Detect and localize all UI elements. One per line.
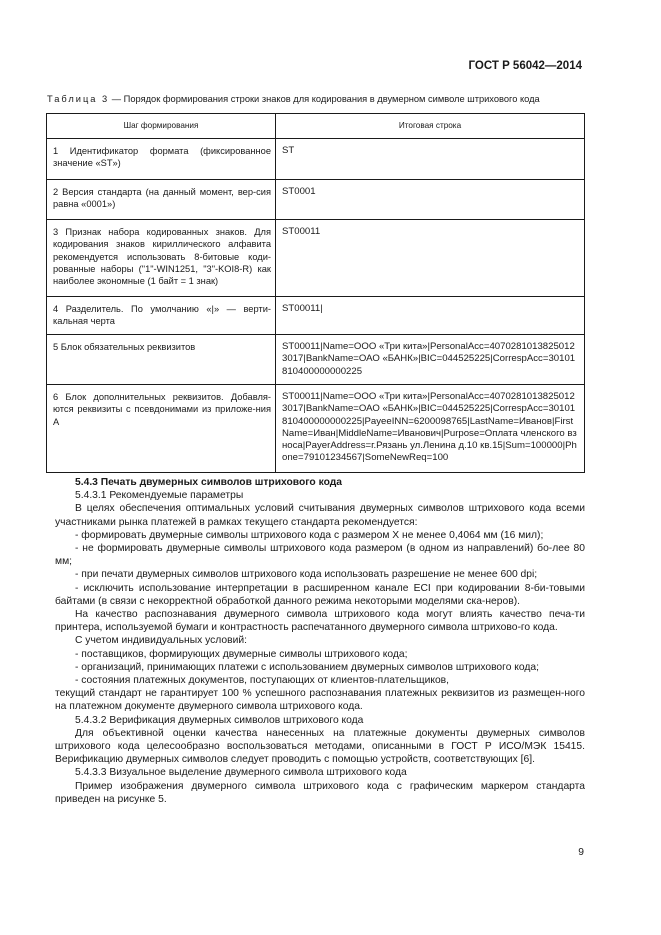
subsection-heading: 5.4.3.1 Рекомендуемые параметры [75, 490, 244, 502]
table-row [47, 385, 585, 473]
section-heading: 5.4.3 Печать двумерных символов штрихового кода [75, 477, 343, 488]
document-id: ГОСТ Р 56042—2014 [468, 60, 582, 72]
page-number: 9 [578, 847, 584, 858]
table-caption [47, 94, 540, 104]
paragraph: Пример изображения двумерного символа штрихового кода с графическим маркером стандарта приведен на рисунке 5. [55, 780, 585, 805]
list-item: - при печати двумерных символов штрихового кода использовать разрешение не менее 600 dpi; [75, 569, 538, 581]
step-cell: 5 Блок обязательных реквизитов [47, 335, 276, 385]
table-row [47, 297, 585, 335]
table-header-row [47, 114, 585, 139]
step-cell: 2 Версия стандарта (на данный момент, вер-сия равна «0001») [47, 180, 276, 220]
body-text [55, 476, 585, 806]
result-cell: ST00011 [276, 220, 585, 297]
paragraph: На качество распознавания двумерного символа штрихового кода могут влиять качество печа-ти принтера, используемой бумаги и контрастность распечатанного двумерного символа штрихово-го кода. [55, 609, 585, 634]
result-cell: ST [276, 139, 585, 180]
table-caption-text: — Порядок формирования строки знаков для кодирования в двумерном символе штрихового кода [109, 94, 540, 104]
subsection-heading: 5.4.3.2 Верификация двумерных символов штрихового кода [75, 714, 364, 726]
table-row [47, 180, 585, 220]
list-item: - исключить использование интерпретации в расширенном канале ECI при кодировании 8-би-товыми байтами (в связи с некорректной обработкой данного режима некоторыми моделями ска-неров). [55, 582, 585, 607]
subsection-heading: 5.4.3.3 Визуальное выделение двумерного символа штрихового кода [75, 767, 407, 779]
paragraph: Для объективной оценки качества нанесенных на платежные документы двумерных символов штрихового кода целесообразно воспользоваться методами, описанными в ГОСТ Р ИСО/МЭК 15415. Верификацию двумерных символов следует проводить с помощью устройств, соответствующих [6]. [55, 727, 585, 766]
table-row [47, 335, 585, 385]
paragraph: текущий стандарт не гарантирует 100 % успешного распознавания платежных реквизитов из размещен-ного на платежном документе двумерного символа штрихового кода. [55, 688, 585, 713]
list-item: - организаций, принимающих платежи с использованием двумерных символов штрихового кода; [75, 661, 539, 673]
result-cell: ST00011|Name=ООО «Три кита»|PersonalAcc=40702810138250123017|BankName=ОАО «БАНК»|BIC=044525225|CorrespAcc=30101810400000000225 [276, 335, 585, 385]
table-row [47, 139, 585, 180]
step-cell: 3 Признак набора кодированных знаков. Для кодирования знаков кириллического алфавита рекомендуется использовать 8-битовые коди-рованные наборы ("1"-WIN1251, "3"-KOI8-R) как наиболее экономные (1 байт = 1 знак) [47, 220, 276, 297]
list-item: - формировать двумерные символы штрихового кода с размером X не менее 0,4064 мм (16 мил); [75, 529, 544, 541]
step-cell: 1 Идентификатор формата (фиксированное значение «ST») [47, 139, 276, 180]
formation-table [46, 113, 585, 473]
table-caption-label: Таблица 3 [47, 94, 110, 104]
list-item: - поставщиков, формирующих двумерные символы штрихового кода; [75, 648, 408, 660]
step-cell: 4 Разделитель. По умолчанию «|» — верти-кальная черта [47, 297, 276, 335]
paragraph: С учетом индивидуальных условий: [75, 635, 247, 647]
header-result: Итоговая строка [276, 114, 585, 139]
header-step: Шаг формирования [47, 114, 276, 139]
step-cell: 6 Блок дополнительных реквизитов. Добавля-ются реквизиты с псевдонимами из приложе-ния А [47, 385, 276, 473]
list-item: - состояния платежных документов, поступающих от клиентов-плательщиков, [75, 675, 450, 687]
table-row [47, 220, 585, 297]
paragraph: В целях обеспечения оптимальных условий считывания двумерных символов штрихового кода всеми участниками рынка платежей в рамках текущего стандарта рекомендуется: [55, 503, 585, 528]
list-item: - не формировать двумерные символы штрихового кода размером (в одном из направлений) бо-лее 80 мм; [55, 543, 585, 568]
result-cell: ST0001 [276, 180, 585, 220]
result-cell: ST00011|Name=ООО «Три кита»|PersonalAcc=40702810138250123017|BankName=ОАО «БАНК»|BIC=044525225|CorrespAcc=30101810400000000225|PayeeINN=6200098765|LastName=Иванов|FirstName=Иван|MiddleName=Иванович|Purpose=Оплата членского взноса|PayerAddress=г.Рязань ул.Ленина д.10 кв.15|Sum=100000|Phone=79101234567|SomeNewReq=100 [276, 385, 585, 473]
result-cell: ST00011| [276, 297, 585, 335]
